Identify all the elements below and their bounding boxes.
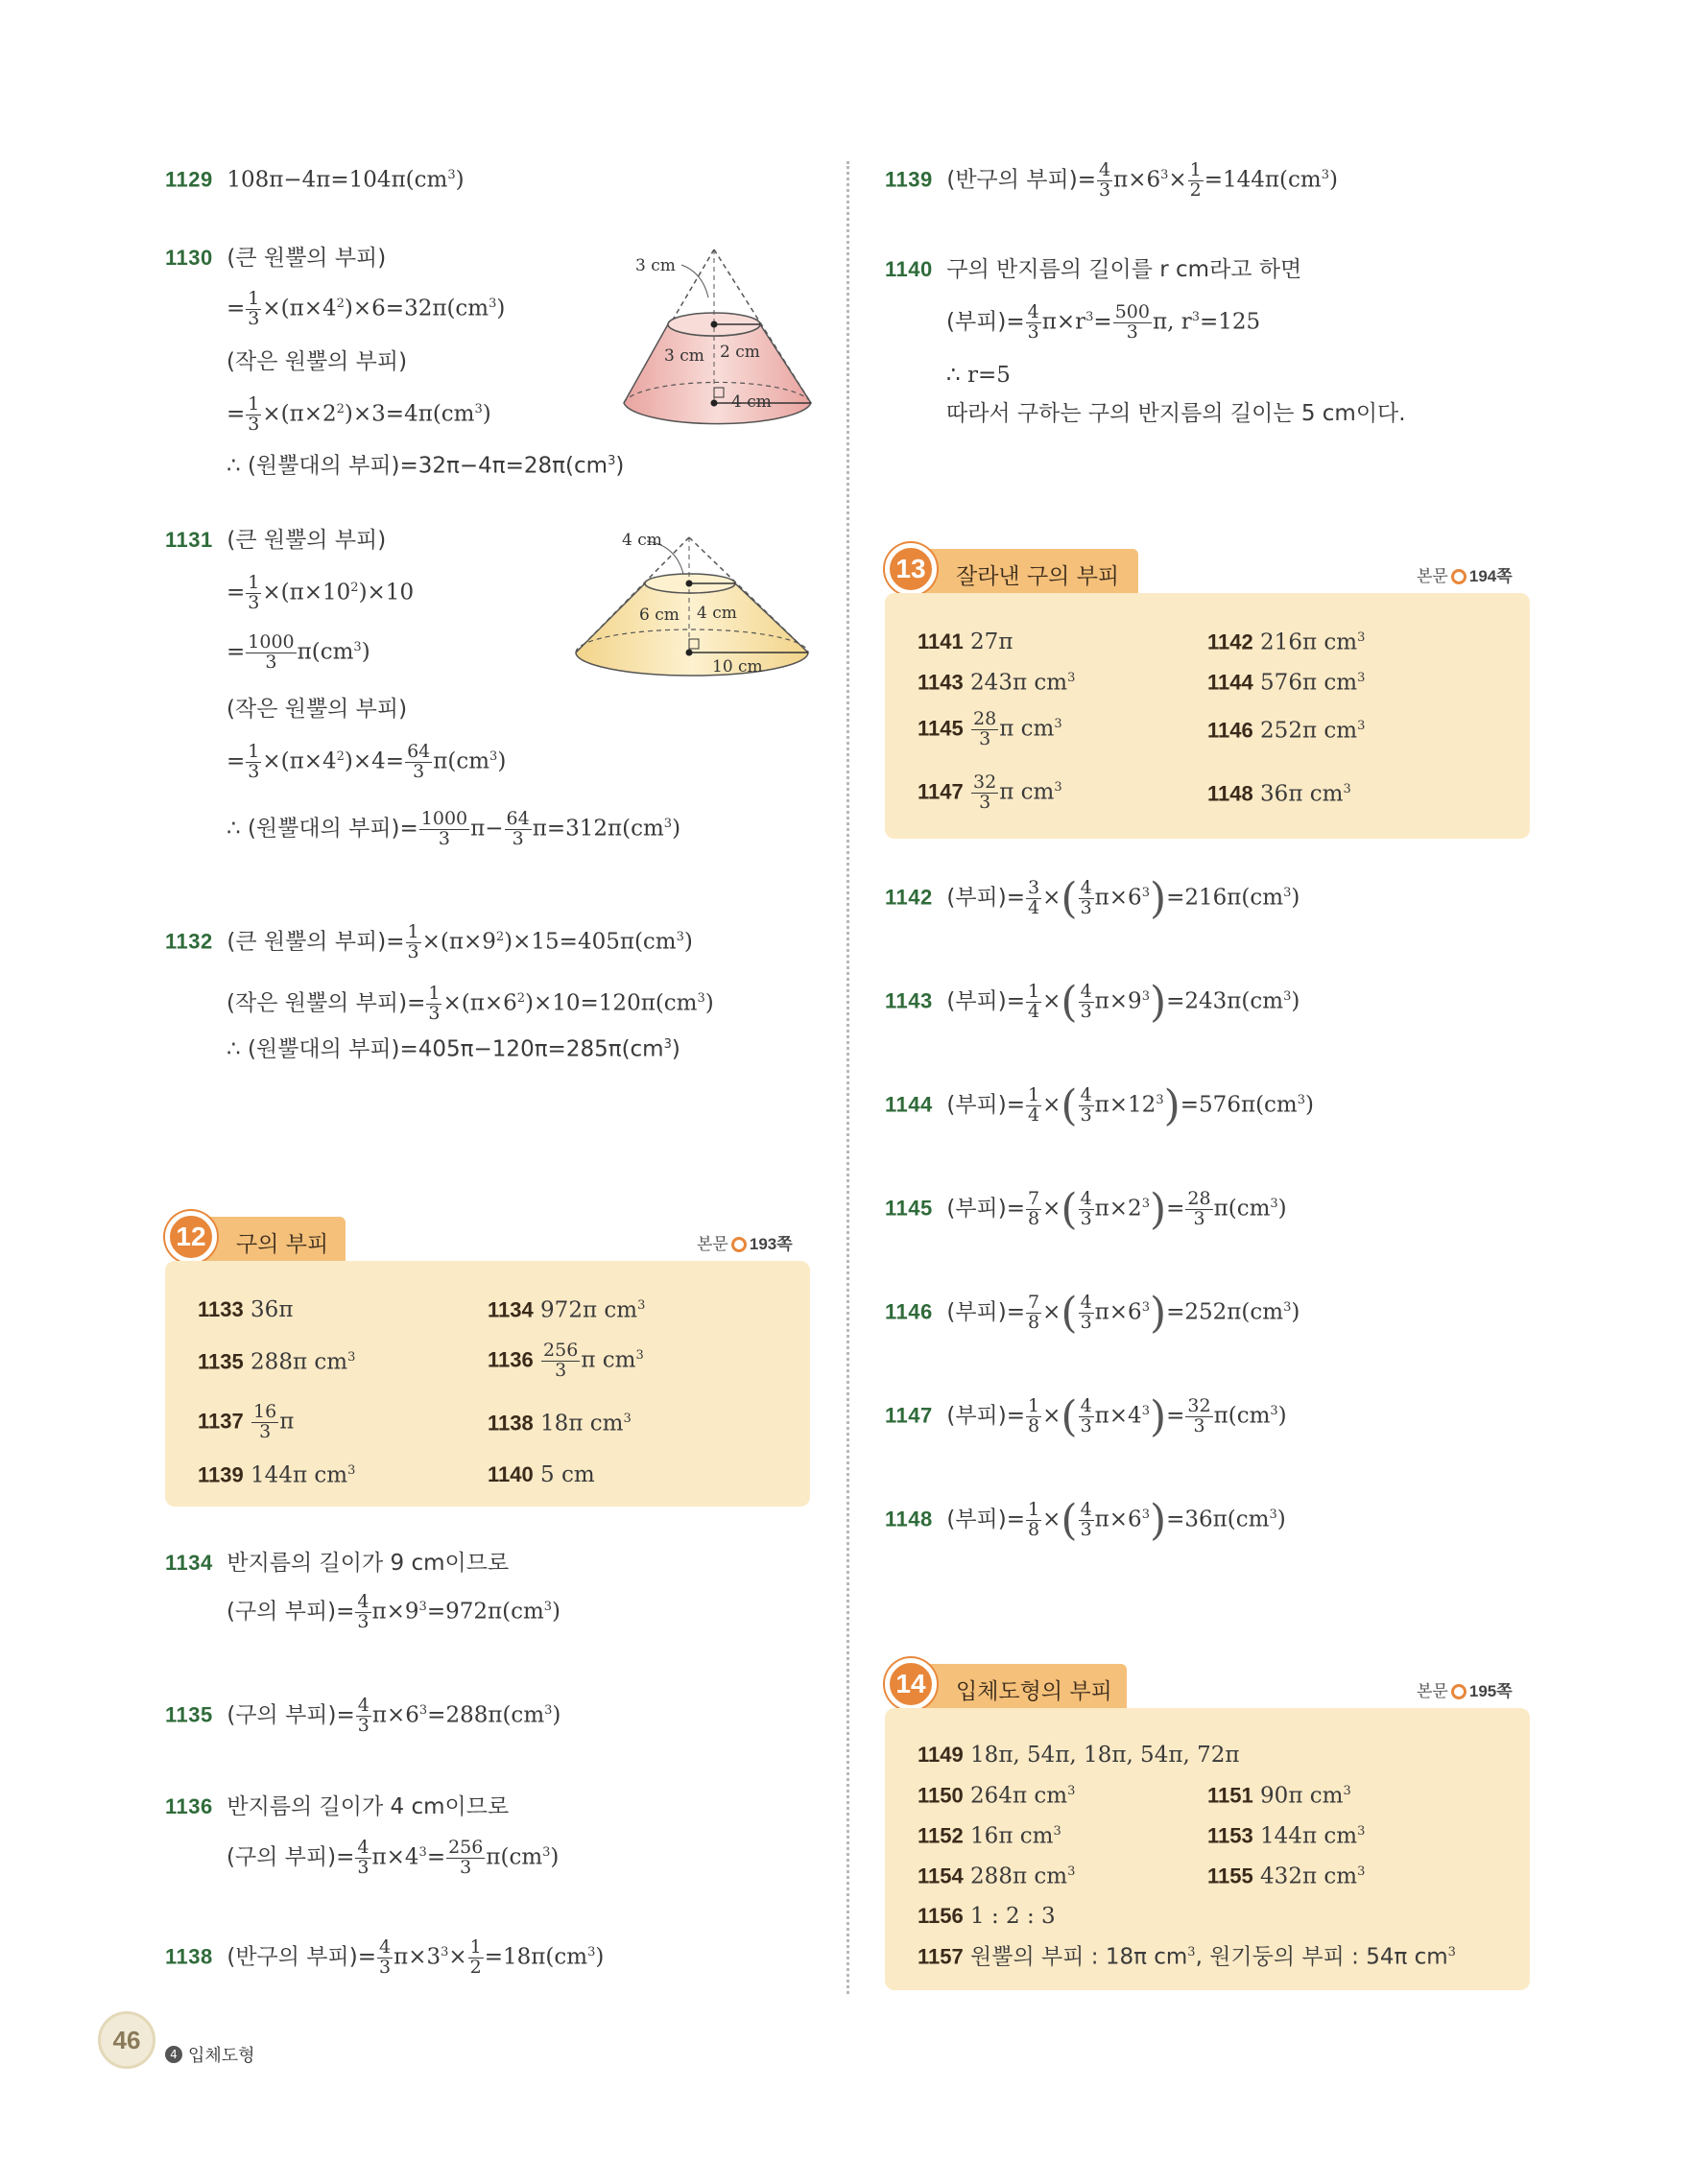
sol-1134-line2: (구의 부피)= $\frac{4}{3}$ $\pi\times 9^3=972\pi(cm^3)$: [227, 1591, 561, 1632]
arrow-icon: [1451, 1684, 1466, 1699]
answer-1143: 1143 243π $cm^3$: [918, 670, 1076, 696]
answer-1136: 1136 $\frac{256}{3}$ π $cm^3$: [488, 1340, 644, 1381]
sol-1132-line3: ∴ (원뿔대의 부피)$=405\pi-120\pi=285\pi(cm^3)$: [227, 1036, 680, 1062]
sol-1131-line1: 1131 (큰 원뿔의 부피): [165, 528, 387, 553]
section-14-number: 14: [885, 1658, 937, 1710]
problem-number: 1131: [165, 528, 213, 552]
sol-1140-line3: ∴ r=5: [946, 363, 1011, 388]
page-number-badge: [98, 2011, 155, 2069]
answer-1150: 1150 264π $cm^3$: [918, 1783, 1076, 1809]
problem-number: 1144: [885, 1092, 933, 1117]
section-12-number: 12: [165, 1211, 217, 1263]
svg-text:3 cm: 3 cm: [664, 346, 704, 366]
calc-1145: 1145 (부피)= $\frac{7}{8}$ ×( $\frac{4}{3}$ $\pi\times 2^3)=$ $\frac{28}{3}$ $\pi(cm^3)$: [885, 1184, 1287, 1234]
svg-text:10 cm: 10 cm: [712, 657, 763, 677]
sol-1129: 1129 $108\pi-4\pi=104\pi(cm^3)$: [165, 167, 465, 193]
problem-number: 1140: [885, 257, 933, 281]
answer-1135: 1135 288π $cm^3$: [198, 1349, 356, 1375]
sol-1131-line3: = $\frac{1000}{3}$ $\pi(cm^3)$: [227, 631, 370, 673]
frustum-figure-1130: [614, 240, 825, 432]
calc-1142: 1142 (부피)= $\frac{3}{4}$ ×( $\frac{4}{3}$ $\pi\times 6^3)=216\pi(cm^3)$: [885, 873, 1300, 923]
svg-text:4 cm: 4 cm: [622, 531, 662, 550]
calc-1147: 1147 (부피)= $\frac{1}{8}$ ×( $\frac{4}{3}$ $\pi\times 4^3)=$ $\frac{32}{3}$ $\pi(cm^3)$: [885, 1391, 1287, 1441]
chapter-label: [165, 2042, 255, 2067]
sol-1130-line1: 1130 (큰 원뿔의 부피): [165, 246, 387, 271]
answer-1153: 1153 144π $cm^3$: [1207, 1823, 1366, 1849]
answer-1142: 1142 216π $cm^3$: [1207, 629, 1366, 655]
answer-1145: 1145 $\frac{28}{3}$ π $cm^3$: [918, 708, 1062, 749]
sol-1130-line2: = $\frac{1}{3}$ $\times(\pi\times 4^2)\times 6=32\pi(cm^3)$: [227, 288, 506, 329]
answer-1151: 1151 90π $cm^3$: [1207, 1783, 1351, 1809]
sol-1140-line1: 1140 구의 반지름의 길이를 r cm라고 하면: [885, 257, 1302, 282]
answer-1138: 1138 18π $cm^3$: [488, 1411, 632, 1436]
sol-1130-line5: ∴ (원뿔대의 부피)$=32\pi-4\pi=28\pi(cm^3)$: [227, 453, 625, 479]
svg-text:3 cm: 3 cm: [635, 256, 676, 275]
sol-1132-line2: (작은 원뿔의 부피)= $\frac{1}{3}$ $\times(\pi\times 6^2)\times 10=120\pi(cm^3)$: [227, 983, 714, 1024]
svg-text:6 cm: 6 cm: [639, 605, 680, 625]
sol-1139: 1139 (반구의 부피)= $\frac{4}{3}$ $\pi\times 6^3\times$ $\frac{1}{2}$ $=144\pi(cm^3)$: [885, 159, 1338, 201]
sol-1134-line1: 1134 반지름의 길이가 9 cm이므로: [165, 1551, 510, 1576]
sol-1136-line1: 1136 반지름의 길이가 4 cm이므로: [165, 1794, 510, 1819]
problem-number: 1132: [165, 929, 213, 954]
section-12-ref: 본문 193쪽: [697, 1235, 793, 1254]
answer-1137: 1137 $\frac{16}{3}$ π: [198, 1401, 295, 1442]
sol-1136-line2: (구의 부피)= $\frac{4}{3}$ $\pi\times 4^3=$ $\frac{256}{3}$ $\pi(cm^3)$: [227, 1837, 560, 1878]
section-13-number: 13: [885, 543, 937, 595]
problem-number: 1134: [165, 1551, 213, 1575]
equation: 108π−4π=104π(cm: [227, 167, 448, 193]
problem-number: 1143: [885, 988, 933, 1013]
calc-1146: 1146 (부피)= $\frac{7}{8}$ ×( $\frac{4}{3}$ $\pi\times 6^3)=252\pi(cm^3)$: [885, 1288, 1300, 1338]
answer-1152: 1152 16π $cm^3$: [918, 1823, 1061, 1849]
answer-1139: 1139 144π $cm^3$: [198, 1462, 356, 1488]
problem-number: 1139: [885, 167, 933, 192]
problem-number: 1130: [165, 246, 213, 270]
calc-1143: 1143 (부피)= $\frac{1}{4}$ ×( $\frac{4}{3}$ $\pi\times 9^3)=243\pi(cm^3)$: [885, 977, 1300, 1027]
problem-number: 1148: [885, 1507, 933, 1531]
answer-1155: 1155 432π $cm^3$: [1207, 1864, 1366, 1889]
answer-1148: 1148 36π $cm^3$: [1207, 781, 1351, 807]
arrow-icon: [731, 1237, 747, 1252]
sol-1138: 1138 (반구의 부피)= $\frac{4}{3}$ $\pi\times 3^3\times$ $\frac{1}{2}$ $=18\pi(cm^3)$: [165, 1936, 605, 1978]
answer-1146: 1146 252π $cm^3$: [1207, 718, 1366, 744]
answer-1157: 1157 원뿔의 부피 : 18π $cm^3$, 원기둥의 부피 : 54π $cm^3$: [918, 1944, 1456, 1970]
section-13-title: 잘라낸 구의 부피: [956, 564, 1120, 589]
answer-1140: 1140 5 cm: [488, 1462, 595, 1487]
sol-1130-line4: = $\frac{1}{3}$ $\times(\pi\times 2^2)\times 3=4\pi(cm^3)$: [227, 393, 491, 435]
sol-1130-line3: (작은 원뿔의 부피): [227, 349, 408, 374]
svg-text:2 cm: 2 cm: [720, 343, 760, 362]
section-14-title: 입체도형의 부피: [956, 1679, 1112, 1704]
answer-1149: 1149 18π, 54π, 18π, 54π, 72π: [918, 1743, 1240, 1768]
sol-1131-line4: (작은 원뿔의 부피): [227, 697, 408, 722]
svg-text:4 cm: 4 cm: [697, 604, 737, 623]
problem-number: 1135: [165, 1702, 213, 1727]
problem-number: 1147: [885, 1403, 933, 1428]
problem-number: 1145: [885, 1196, 933, 1221]
sol-1132-line1: 1132 (큰 원뿔의 부피)= $\frac{1}{3}$ $\times(\pi\times 9^2)\times 15=405\pi(cm^3)$: [165, 921, 693, 962]
sol-1131-line6: ∴ (원뿔대의 부피)= $\frac{1000}{3}$ π− $\frac{64}{3}$ $\pi=312\pi(cm^3)$: [227, 808, 681, 849]
arrow-icon: [1451, 569, 1466, 584]
problem-number: 1146: [885, 1299, 933, 1324]
problem-number: 1129: [165, 167, 213, 192]
calc-1144: 1144 (부피)= $\frac{1}{4}$ ×( $\frac{4}{3}$ $\pi\times 12^3)=576\pi(cm^3)$: [885, 1080, 1314, 1130]
sol-1131-line2: = $\frac{1}{3}$ $\times(\pi\times 10^2)\times 10$: [227, 572, 415, 613]
problem-number: 1136: [165, 1794, 213, 1818]
problem-number: 1142: [885, 885, 933, 910]
page-number: 46: [112, 2025, 141, 2054]
frustum-figure-1131: [568, 530, 818, 693]
calc-1148: 1148 (부피)= $\frac{1}{8}$ ×( $\frac{4}{3}$ $\pi\times 6^3)=36\pi(cm^3)$: [885, 1495, 1286, 1545]
sol-1131-line5: = $\frac{1}{3}$ $\times(\pi\times 4^2)\times 4=$ $\frac{64}{3}$ $\pi(cm^3)$: [227, 741, 507, 782]
answer-1144: 1144 576π $cm^3$: [1207, 670, 1366, 696]
answer-1133: 1133 36π: [198, 1297, 294, 1322]
answer-1147: 1147 $\frac{32}{3}$ π $cm^3$: [918, 772, 1062, 813]
section-12-title: 구의 부피: [236, 1232, 329, 1257]
section-13-ref: 본문 194쪽: [1417, 567, 1513, 586]
column-divider: [846, 161, 849, 1994]
answer-1156: 1156 1 : 2 : 3: [918, 1904, 1056, 1929]
sol-1135: 1135 (구의 부피)= $\frac{4}{3}$ $\pi\times 6^3=288\pi(cm^3)$: [165, 1695, 561, 1736]
section-14-ref: 본문 195쪽: [1417, 1682, 1513, 1701]
svg-text:4 cm: 4 cm: [731, 392, 772, 412]
answer-1154: 1154 288π $cm^3$: [918, 1864, 1076, 1889]
sol-1140-line2: (부피)= $\frac{4}{3}$ $\pi\times r^3=$ $\frac{500}{3}$ π, $r^3=125$: [946, 301, 1261, 343]
problem-number: 1138: [165, 1944, 213, 1969]
answer-1141: 1141 27π: [918, 629, 1013, 654]
sol-1140-line4: 따라서 구하는 구의 반지름의 길이는 5 cm이다.: [946, 401, 1406, 426]
chapter-title: 입체도형: [188, 2046, 255, 2066]
chapter-marker: 4: [165, 2046, 182, 2063]
answer-1134: 1134 972π $cm^3$: [488, 1297, 646, 1323]
